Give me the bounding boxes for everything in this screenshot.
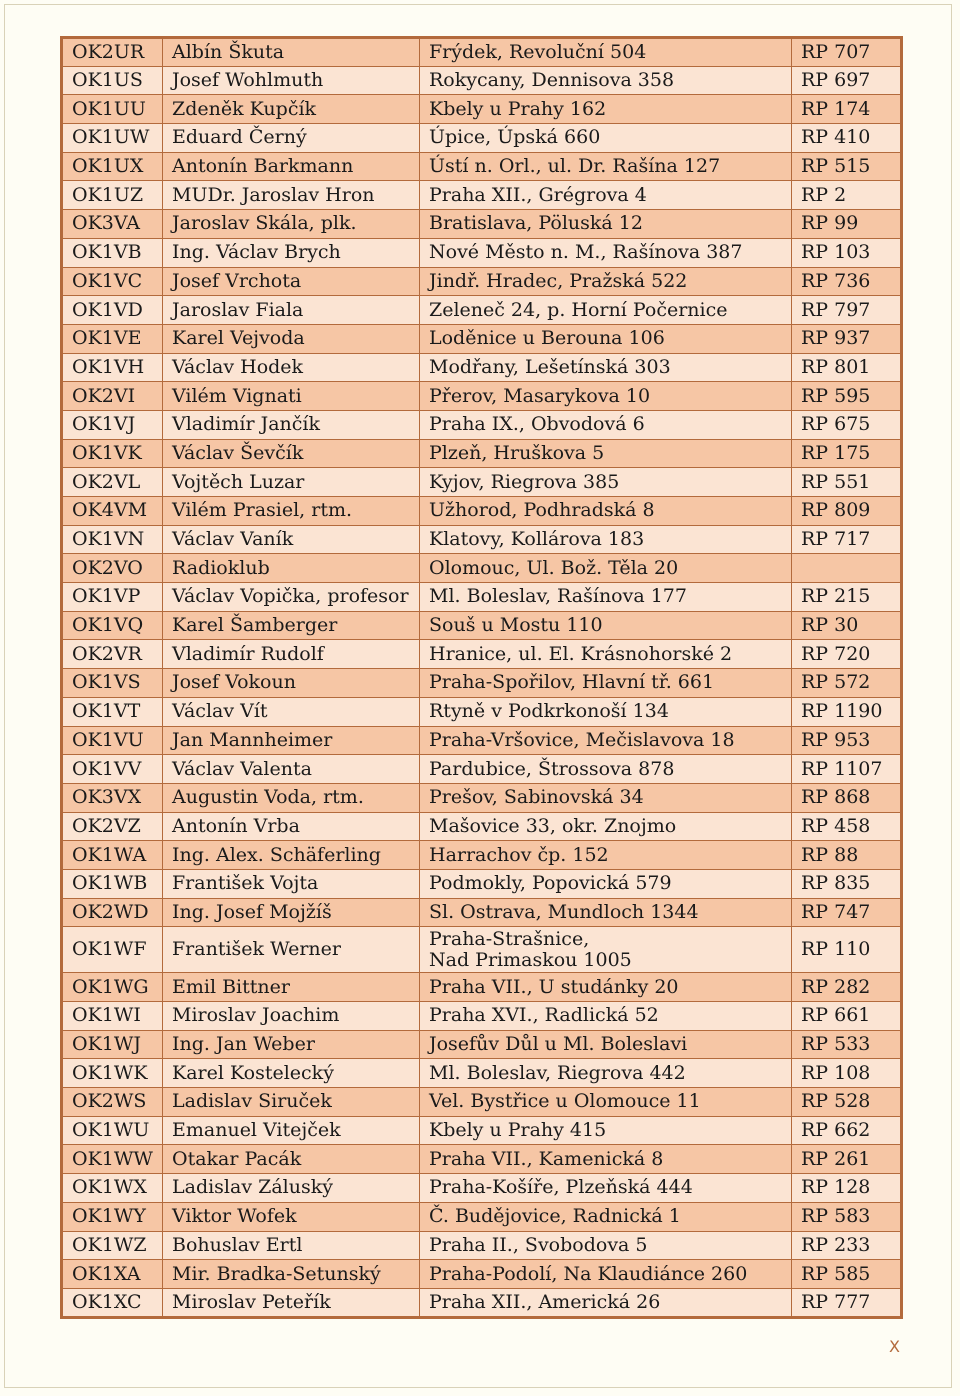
call-sign-cell: OK2UR [62,38,163,67]
table-row [62,525,902,554]
address-cell: Kyjov, Riegrova 385 [420,468,792,497]
call-sign-cell: OK1UX [62,152,163,181]
table-row [62,726,902,755]
name-cell: Vilém Prasiel, rtm. [163,497,420,526]
name-cell: MUDr. Jaroslav Hron [163,181,420,210]
name-cell: Ing. Alex. Schäferling [163,841,420,870]
name-cell: Mir. Bradka-Setunský [163,1260,420,1289]
table-row [62,1202,902,1231]
name-cell: Václav Hodek [163,353,420,382]
call-sign-cell: OK1VE [62,324,163,353]
table-row [62,1145,902,1174]
table-row [62,439,902,468]
table-row [62,353,902,382]
name-cell: Augustin Voda, rtm. [163,783,420,812]
name-cell: František Werner [163,927,420,973]
call-sign-cell: OK1WF [62,927,163,973]
table-row [62,898,902,927]
name-cell: Emil Bittner [163,973,420,1002]
call-sign-cell: OK1VH [62,353,163,382]
address-cell: Praha VII., U studánky 20 [420,973,792,1002]
address-cell: Vel. Bystřice u Olomouce 11 [420,1088,792,1117]
name-cell: Jaroslav Fiala [163,296,420,325]
name-cell: Vilém Vignati [163,382,420,411]
address-cell: Kbely u Prahy 415 [420,1116,792,1145]
address-cell: Rokycany, Dennisova 358 [420,66,792,95]
rp-number-cell: RP 675 [792,410,902,439]
address-cell: Frýdek, Revoluční 504 [420,38,792,67]
table-row [62,927,902,973]
address-cell: Rtyně v Podkrkonoší 134 [420,697,792,726]
name-cell: Ing. Josef Mojžíš [163,898,420,927]
address-cell: Hranice, ul. El. Krásnohorské 2 [420,640,792,669]
rp-number-cell: RP 717 [792,525,902,554]
call-sign-cell: OK1VN [62,525,163,554]
address-cell: Praha-Spořilov, Hlavní tř. 661 [420,669,792,698]
rp-number-cell: RP 809 [792,497,902,526]
call-sign-cell: OK1UW [62,124,163,153]
address-cell: Úpice, Úpská 660 [420,124,792,153]
rp-number-cell: RP 233 [792,1231,902,1260]
address-cell: Harrachov čp. 152 [420,841,792,870]
address-cell: Ústí n. Orl., ul. Dr. Rašína 127 [420,152,792,181]
address-cell: Podmokly, Popovická 579 [420,869,792,898]
table-row [62,869,902,898]
address-cell: Praha-Vršovice, Mečislavova 18 [420,726,792,755]
rp-number-cell: RP 697 [792,66,902,95]
call-sign-cell: OK1VS [62,669,163,698]
rp-number-cell: RP 720 [792,640,902,669]
rp-number-cell: RP 937 [792,324,902,353]
address-cell: Praha XII., Grégrova 4 [420,181,792,210]
call-sign-cell: OK1VQ [62,611,163,640]
call-sign-cell: OK1XC [62,1288,163,1317]
address-cell: Pardubice, Štrossova 878 [420,755,792,784]
table-row [62,181,902,210]
call-sign-cell: OK2WD [62,898,163,927]
rp-number-cell [792,554,902,583]
rp-number-cell: RP 30 [792,611,902,640]
name-cell: Albín Škuta [163,38,420,67]
call-sign-cell: OK1WB [62,869,163,898]
name-cell: Vojtěch Luzar [163,468,420,497]
address-cell: Kbely u Prahy 162 [420,95,792,124]
call-sign-cell: OK1WK [62,1059,163,1088]
rp-number-cell: RP 88 [792,841,902,870]
table-row [62,640,902,669]
address-cell: Č. Budějovice, Radnická 1 [420,1202,792,1231]
call-sign-cell: OK2WS [62,1088,163,1117]
call-sign-cell: OK1VD [62,296,163,325]
name-cell: Radioklub [163,554,420,583]
call-sign-cell: OK1WJ [62,1030,163,1059]
table-row [62,1260,902,1289]
table-row [62,1288,902,1317]
name-cell: Eduard Černý [163,124,420,153]
rp-number-cell: RP 736 [792,267,902,296]
rp-number-cell: RP 707 [792,38,902,67]
name-cell: Zdeněk Kupčík [163,95,420,124]
rp-number-cell: RP 777 [792,1288,902,1317]
rp-number-cell: RP 801 [792,353,902,382]
roster-body [62,38,902,1318]
name-cell: Jan Mannheimer [163,726,420,755]
address-cell: Klatovy, Kollárova 183 [420,525,792,554]
call-sign-cell: OK2VO [62,554,163,583]
name-cell: Emanuel Vitejček [163,1116,420,1145]
call-sign-cell: OK1VC [62,267,163,296]
address-cell: Souš u Mostu 110 [420,611,792,640]
address-cell: Přerov, Masarykova 10 [420,382,792,411]
call-sign-cell: OK1VT [62,697,163,726]
call-sign-cell: OK1XA [62,1260,163,1289]
table-row [62,783,902,812]
call-sign-cell: OK1VU [62,726,163,755]
call-sign-cell: OK1VP [62,583,163,612]
rp-number-cell: RP 1107 [792,755,902,784]
name-cell: Karel Vejvoda [163,324,420,353]
address-cell: Praha-Podolí, Na Klaudiánce 260 [420,1260,792,1289]
rp-number-cell: RP 551 [792,468,902,497]
rp-number-cell: RP 515 [792,152,902,181]
address-cell: Praha XII., Americká 26 [420,1288,792,1317]
rp-number-cell: RP 110 [792,927,902,973]
rp-number-cell: RP 528 [792,1088,902,1117]
table-row [62,1002,902,1031]
table-row [62,554,902,583]
table-row [62,66,902,95]
call-sign-cell: OK1WU [62,1116,163,1145]
name-cell: Václav Valenta [163,755,420,784]
rp-number-cell: RP 661 [792,1002,902,1031]
address-line: Nad Primaskou 1005 [429,948,632,971]
rp-number-cell: RP 458 [792,812,902,841]
rp-number-cell: RP 953 [792,726,902,755]
rp-number-cell: RP 585 [792,1260,902,1289]
table-row [62,497,902,526]
call-sign-cell: OK1VJ [62,410,163,439]
name-cell: Ladislav Siruček [163,1088,420,1117]
table-row [62,611,902,640]
table-row [62,1030,902,1059]
name-cell: Antonín Barkmann [163,152,420,181]
address-cell: Mašovice 33, okr. Znojmo [420,812,792,841]
rp-number-cell: RP 533 [792,1030,902,1059]
address-cell: Sl. Ostrava, Mundloch 1344 [420,898,792,927]
call-sign-cell: OK1VB [62,238,163,267]
table-row [62,1231,902,1260]
address-cell: Ml. Boleslav, Riegrova 442 [420,1059,792,1088]
address-cell: Nové Město n. M., Rašínova 387 [420,238,792,267]
name-cell: Miroslav Joachim [163,1002,420,1031]
name-cell: Viktor Wofek [163,1202,420,1231]
call-sign-cell: OK1US [62,66,163,95]
name-cell: Jaroslav Skála, plk. [163,210,420,239]
name-cell: Antonín Vrba [163,812,420,841]
table-row [62,324,902,353]
call-sign-cell: OK1UU [62,95,163,124]
rp-number-cell: RP 261 [792,1145,902,1174]
rp-number-cell: RP 103 [792,238,902,267]
rp-number-cell: RP 835 [792,869,902,898]
call-sign-cell: OK2VI [62,382,163,411]
call-sign-cell: OK3VA [62,210,163,239]
address-cell [420,927,792,973]
call-sign-cell: OK2VR [62,640,163,669]
rp-number-cell: RP 747 [792,898,902,927]
rp-number-cell: RP 282 [792,973,902,1002]
table-row [62,973,902,1002]
name-cell: Karel Šamberger [163,611,420,640]
rp-number-cell: RP 410 [792,124,902,153]
table-row [62,1116,902,1145]
name-cell: Václav Vít [163,697,420,726]
call-sign-cell: OK1WA [62,841,163,870]
name-cell: Václav Ševčík [163,439,420,468]
call-sign-cell: OK3VX [62,783,163,812]
address-cell: Loděnice u Berouna 106 [420,324,792,353]
table-row [62,410,902,439]
name-cell: Vladimír Jančík [163,410,420,439]
call-sign-cell: OK1VV [62,755,163,784]
address-cell: Ml. Boleslav, Rašínova 177 [420,583,792,612]
address-cell: Praha IX., Obvodová 6 [420,410,792,439]
table-row [62,95,902,124]
address-cell: Josefův Důl u Ml. Boleslavi [420,1030,792,1059]
name-cell: Ladislav Záluský [163,1174,420,1203]
rp-number-cell: RP 797 [792,296,902,325]
name-cell: František Vojta [163,869,420,898]
rp-number-cell: RP 572 [792,669,902,698]
rp-number-cell: RP 1190 [792,697,902,726]
name-cell: Václav Vopička, profesor [163,583,420,612]
table-row [62,210,902,239]
rp-number-cell: RP 662 [792,1116,902,1145]
table-row [62,38,902,67]
address-cell: Modřany, Lešetínská 303 [420,353,792,382]
table-row [62,841,902,870]
call-sign-cell: OK1WX [62,1174,163,1203]
table-row [62,468,902,497]
name-cell: Josef Vokoun [163,669,420,698]
address-cell: Bratislava, Pöluská 12 [420,210,792,239]
address-cell: Praha XVI., Radlická 52 [420,1002,792,1031]
call-sign-cell: OK2VZ [62,812,163,841]
table-row [62,1059,902,1088]
address-line: Praha-Strašnice, [429,927,590,950]
table-row [62,812,902,841]
rp-number-cell: RP 215 [792,583,902,612]
name-cell: Karel Kostelecký [163,1059,420,1088]
table-row [62,755,902,784]
table-row [62,669,902,698]
rp-number-cell: RP 128 [792,1174,902,1203]
address-cell: Praha II., Svobodova 5 [420,1231,792,1260]
name-cell: Václav Vaník [163,525,420,554]
address-cell: Prešov, Sabinovská 34 [420,783,792,812]
table-row [62,1174,902,1203]
name-cell: Ing. Václav Brych [163,238,420,267]
name-cell: Josef Vrchota [163,267,420,296]
address-cell: Praha VII., Kamenická 8 [420,1145,792,1174]
name-cell: Otakar Pacák [163,1145,420,1174]
call-sign-cell: OK1UZ [62,181,163,210]
call-sign-cell: OK1WW [62,1145,163,1174]
name-cell: Bohuslav Ertl [163,1231,420,1260]
table-row [62,382,902,411]
address-cell: Praha-Košíře, Plzeňská 444 [420,1174,792,1203]
table-row [62,1088,902,1117]
rp-number-cell: RP 174 [792,95,902,124]
page-mark: X [889,1337,900,1356]
table-row [62,124,902,153]
address-cell: Zeleneč 24, p. Horní Počernice [420,296,792,325]
address-cell: Plzeň, Hruškova 5 [420,439,792,468]
name-cell: Ing. Jan Weber [163,1030,420,1059]
table-row [62,238,902,267]
rp-number-cell: RP 595 [792,382,902,411]
name-cell: Josef Wohlmuth [163,66,420,95]
call-sign-cell: OK1WI [62,1002,163,1031]
table-row [62,697,902,726]
rp-number-cell: RP 2 [792,181,902,210]
table-row [62,296,902,325]
rp-number-cell: RP 868 [792,783,902,812]
station-roster-table [60,36,903,1319]
address-cell: Jindř. Hradec, Pražská 522 [420,267,792,296]
call-sign-cell: OK1WY [62,1202,163,1231]
name-cell: Vladimír Rudolf [163,640,420,669]
address-cell: Užhorod, Podhradská 8 [420,497,792,526]
rp-number-cell: RP 175 [792,439,902,468]
name-cell: Miroslav Peteřík [163,1288,420,1317]
call-sign-cell: OK1WZ [62,1231,163,1260]
call-sign-cell: OK4VM [62,497,163,526]
rp-number-cell: RP 108 [792,1059,902,1088]
call-sign-cell: OK2VL [62,468,163,497]
address-cell: Olomouc, Ul. Bož. Těla 20 [420,554,792,583]
table-row [62,583,902,612]
call-sign-cell: OK1VK [62,439,163,468]
table-row [62,152,902,181]
rp-number-cell: RP 583 [792,1202,902,1231]
rp-number-cell: RP 99 [792,210,902,239]
table-row [62,267,902,296]
call-sign-cell: OK1WG [62,973,163,1002]
